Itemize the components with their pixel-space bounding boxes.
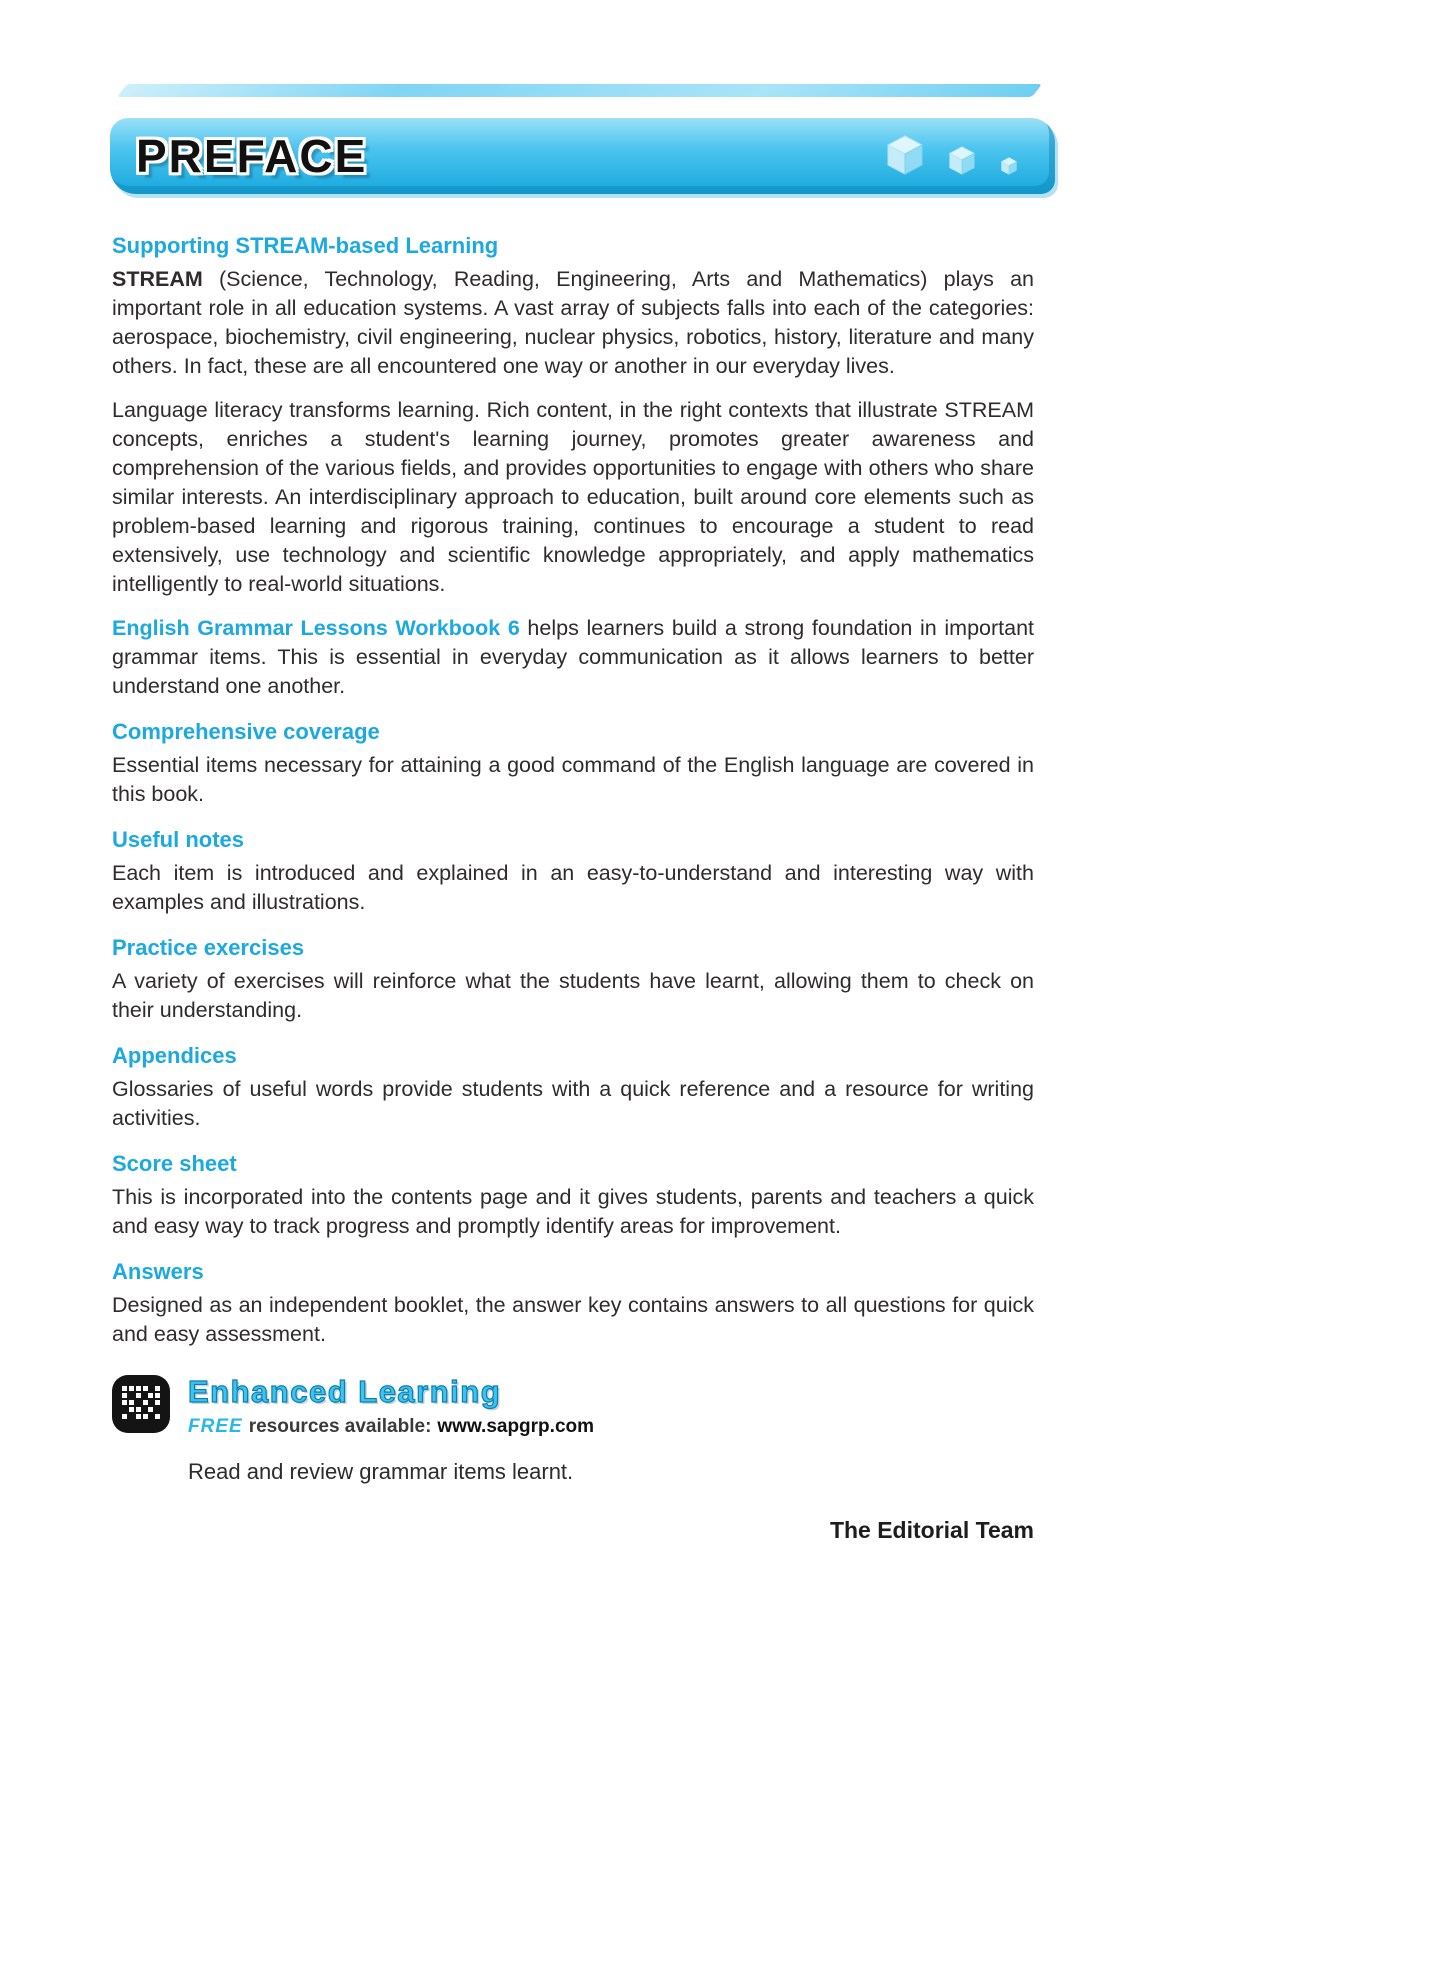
editorial-team-credit: The Editorial Team [829, 1517, 1034, 1543]
free-label: FREE [188, 1416, 243, 1437]
workbook-text: helps learners build a strong foundation in important grammar items. This is essential in everyday communication as it allows learners to better understand one another. [112, 616, 1035, 698]
section-body-practice-exercises: A variety of exercises will reinforce what the students have learnt, allowing them to check on their understanding. [112, 969, 1034, 1022]
preface-banner [110, 118, 1055, 194]
paragraph-workbook [112, 614, 1034, 701]
section-body-appendices: Glossaries of useful words provide students with a quick reference and a resource for writing activities. [112, 1077, 1034, 1130]
enhanced-learning-block [112, 1375, 1034, 1441]
section-body-score-sheet: This is incorporated into the contents page and it gives students, parents and teachers a quick and easy way to track progress and promptly identify areas for improvement. [112, 1185, 1034, 1238]
stream-intro-text: (Science, Technology, Reading, Engineering, Arts and Mathematics) plays an important role in all education systems. A vast array of subjects falls into each of the categories: aerospace, biochemistry, civil engineering, nuclear physics, robotics, history, literature and many others. In fact, these are all encountered one way or another in our everyday lives. [112, 267, 1034, 378]
enhanced-learning-note: Read and review grammar items learnt. [188, 1459, 574, 1484]
section-body-useful-notes: Each item is introduced and explained in an easy-to-understand and interesting way with examples and illustrations. [112, 861, 1034, 914]
section-heading-score-sheet: Score sheet [112, 1151, 237, 1176]
section-heading-supporting-stream: Supporting STREAM-based Learning [112, 233, 499, 258]
cube-icon [1001, 157, 1017, 175]
cube-decorations [887, 135, 1017, 177]
workbook-title-highlight: English Grammar Lessons Workbook 6 [112, 616, 520, 640]
section-heading-comprehensive-coverage: Comprehensive coverage [112, 719, 380, 744]
enhanced-learning-tagline [188, 1412, 594, 1441]
cube-icon [949, 146, 975, 175]
section-body-answers: Designed as an independent booklet, the answer key contains answers to all questions for quick and easy assessment. [112, 1293, 1034, 1346]
preface-content [112, 232, 1034, 1545]
section-body-comprehensive-coverage: Essential items necessary for attaining a good command of the English language are covered in this book. [112, 753, 1034, 806]
section-heading-answers: Answers [112, 1259, 204, 1284]
paragraph-language-literacy: Language literacy transforms learning. Rich content, in the right contexts that illustrate STREAM concepts, enriches a student's learning journey, promotes greater awareness and comprehension of the various fields, and provides opportunities to engage with others who share similar interests. An interdisciplinary approach to education, built around core elements such as problem-based learning and rigorous training, continues to encourage a student to read extensively, use technology and scientific knowledge appropriately, and apply mathematics intelligently to real-world situations. [112, 398, 1034, 596]
website-url: www.sapgrp.com [437, 1416, 595, 1437]
paragraph-stream-intro [112, 265, 1034, 381]
enhanced-learning-title: Enhanced Learning [188, 1374, 502, 1409]
section-heading-appendices: Appendices [112, 1043, 237, 1068]
stream-bold-term: STREAM [112, 267, 203, 291]
qr-code-icon [112, 1375, 170, 1433]
section-heading-practice-exercises: Practice exercises [112, 935, 305, 960]
resources-available-label: resources available: [248, 1416, 432, 1437]
top-decorative-strip [117, 84, 1042, 97]
enhanced-learning-text [188, 1375, 594, 1441]
cube-icon [887, 135, 923, 175]
page-title: PREFACE [136, 130, 368, 182]
section-heading-useful-notes: Useful notes [112, 827, 245, 852]
